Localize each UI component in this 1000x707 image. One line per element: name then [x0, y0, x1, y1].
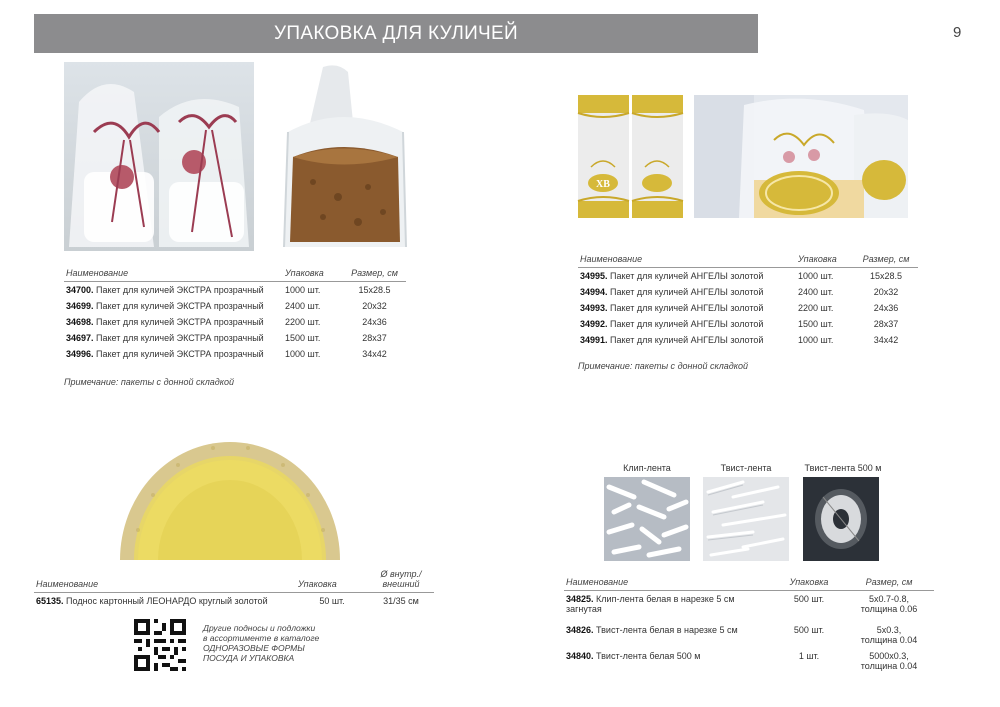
table-row: [578, 332, 918, 348]
table-row: [64, 330, 406, 346]
item-code: 65135.: [36, 596, 64, 606]
table-row: [564, 648, 934, 674]
qr-note-line: в ассортименте в каталоге: [203, 633, 320, 643]
note-ekstra: Примечание: пакеты с донной складкой: [64, 377, 235, 387]
item-size: 5000x0.3,: [869, 651, 909, 661]
table-row: [578, 316, 918, 332]
item-thickness: толщина 0.04: [860, 661, 918, 671]
table-row: [64, 298, 406, 314]
item-size: 34x42: [873, 335, 899, 345]
item-size: 28x37: [362, 333, 387, 343]
item-code: 34994.: [580, 287, 608, 297]
item-thickness: толщина 0.04: [860, 635, 918, 645]
item-name: Пакет для куличей ЭКСТРА прозрачный: [96, 285, 264, 295]
header-bar: [34, 14, 758, 53]
item-size: 34x42: [362, 349, 387, 359]
item-thickness: толщина 0.06: [860, 604, 918, 614]
item-pack: 500 шт.: [793, 625, 825, 635]
item-code: 34992.: [580, 319, 608, 329]
table-ekstra-bags: [64, 265, 406, 362]
item-code: 34699.: [66, 301, 94, 311]
item-size: 5x0.7-0.8,: [868, 594, 910, 604]
item-code: 34697.: [66, 333, 94, 343]
item-name: Пакет для куличей ЭКСТРА прозрачный: [96, 317, 264, 327]
item-pack: 2400 шт.: [798, 287, 834, 297]
item-pack: 1000 шт.: [798, 335, 834, 345]
item-pack: 1 шт.: [798, 651, 820, 661]
table-row: [64, 346, 406, 362]
item-pack: 50 шт.: [319, 596, 345, 606]
table-row: [578, 300, 918, 316]
item-code: 34826.: [566, 625, 594, 635]
table-angely-bags: [578, 251, 918, 348]
item-name: Пакет для куличей АНГЕЛЫ золотой: [610, 287, 764, 297]
page-number: 9: [953, 24, 962, 41]
item-size: 15x28.5: [358, 285, 391, 295]
item-name: Пакет для куличей ЭКСТРА прозрачный: [96, 333, 264, 343]
item-name-cont: загнутая: [566, 604, 602, 614]
item-name: Твист-лента белая 500 м: [596, 651, 701, 661]
item-pack: 2200 шт.: [798, 303, 834, 313]
photo-kulich-bags-ribbons: [64, 62, 254, 251]
col-header-size: Размер, см: [844, 574, 934, 591]
col-header-size-line2: внешний: [382, 579, 420, 589]
item-size: 31/35 см: [383, 596, 419, 606]
photo-clip-ribbon: [604, 477, 690, 561]
table-row: [578, 284, 918, 300]
item-code: 34993.: [580, 303, 608, 313]
table-row: [34, 593, 434, 610]
item-name: Твист-лента белая в нарезке 5 см: [596, 625, 738, 635]
col-header-name: Наименование: [34, 566, 296, 593]
item-size: 5x0.3,: [876, 625, 902, 635]
item-size: 24x36: [873, 303, 899, 313]
item-code: 34840.: [566, 651, 594, 661]
label-twist-ribbon: Твист-лента: [720, 463, 772, 473]
item-size: 20x32: [873, 287, 899, 297]
item-pack: 500 шт.: [793, 594, 825, 604]
photo-twist-spool: [803, 477, 879, 561]
item-name: Пакет для куличей АНГЕЛЫ золотой: [610, 303, 764, 313]
col-header-pack: Упаковка: [283, 265, 343, 282]
table-row: [564, 622, 934, 648]
item-pack: 1500 шт.: [798, 319, 834, 329]
item-code: 34996.: [66, 349, 94, 359]
qr-note-line: Другие подносы и подложки: [203, 623, 316, 633]
table-tray: [34, 566, 434, 609]
page-title: УПАКОВКА ДЛЯ КУЛИЧЕЙ: [274, 23, 518, 44]
item-size: 28x37: [873, 319, 899, 329]
photo-angely-bag-kulich: [694, 95, 908, 218]
item-pack: 2400 шт.: [285, 301, 321, 311]
label-clip-ribbon: Клип-лента: [623, 463, 671, 473]
photo-leonardo-tray: [118, 410, 343, 560]
col-header-pack: Упаковка: [774, 574, 844, 591]
col-header-size: [368, 566, 434, 593]
item-name: Пакет для куличей ЭКСТРА прозрачный: [96, 301, 264, 311]
photo-kulich-transparent-bag: [278, 62, 413, 251]
item-pack: 1000 шт.: [285, 285, 321, 295]
item-name: Поднос картонный ЛЕОНАРДО круглый золотой: [66, 596, 268, 606]
table-row: [564, 591, 934, 623]
item-size: 24x36: [362, 317, 387, 327]
item-code: 34995.: [580, 271, 608, 281]
note-angely: Примечание: пакеты с донной складкой: [578, 361, 749, 371]
item-name: Пакет для куличей АНГЕЛЫ золотой: [610, 335, 764, 345]
col-header-pack: Упаковка: [296, 566, 368, 593]
col-header-name: Наименование: [64, 265, 283, 282]
item-pack: 1000 шт.: [798, 271, 834, 281]
photo-angely-bags-flat: [577, 95, 684, 218]
col-header-name: Наименование: [578, 251, 796, 268]
qr-note: [203, 623, 319, 663]
item-code: 34825.: [566, 594, 594, 604]
qr-note-line: ПОСУДА И УПАКОВКА: [203, 653, 295, 663]
item-pack: 2200 шт.: [285, 317, 321, 327]
bag-emblem-text: ХВ: [596, 179, 610, 190]
photo-twist-ribbon: [703, 477, 789, 561]
col-header-size-line1: Ø внутр./: [380, 569, 422, 579]
qr-note-line: ОДНОРАЗОВЫЕ ФОРМЫ: [203, 643, 305, 653]
item-code: 34698.: [66, 317, 94, 327]
col-header-pack: Упаковка: [796, 251, 854, 268]
col-header-name: Наименование: [564, 574, 774, 591]
item-code: 34700.: [66, 285, 94, 295]
item-size: 15x28.5: [869, 271, 903, 281]
col-header-size: Размер, см: [854, 251, 918, 268]
item-pack: 1000 шт.: [285, 349, 321, 359]
item-name: Пакет для куличей АНГЕЛЫ золотой: [610, 271, 764, 281]
table-row: [64, 282, 406, 299]
item-pack: 1500 шт.: [285, 333, 321, 343]
col-header-size: Размер, см: [343, 265, 406, 282]
item-name: Клип-лента белая в нарезке 5 см: [596, 594, 735, 604]
item-name: Пакет для куличей ЭКСТРА прозрачный: [96, 349, 264, 359]
qr-code: [134, 619, 186, 671]
table-row: [578, 268, 918, 285]
label-twist-spool: Твист-лента 500 м: [804, 463, 882, 473]
table-row: [64, 314, 406, 330]
table-ribbons: [564, 574, 934, 674]
item-code: 34991.: [580, 335, 608, 345]
item-size: 20x32: [362, 301, 387, 311]
item-name: Пакет для куличей АНГЕЛЫ золотой: [610, 319, 764, 329]
